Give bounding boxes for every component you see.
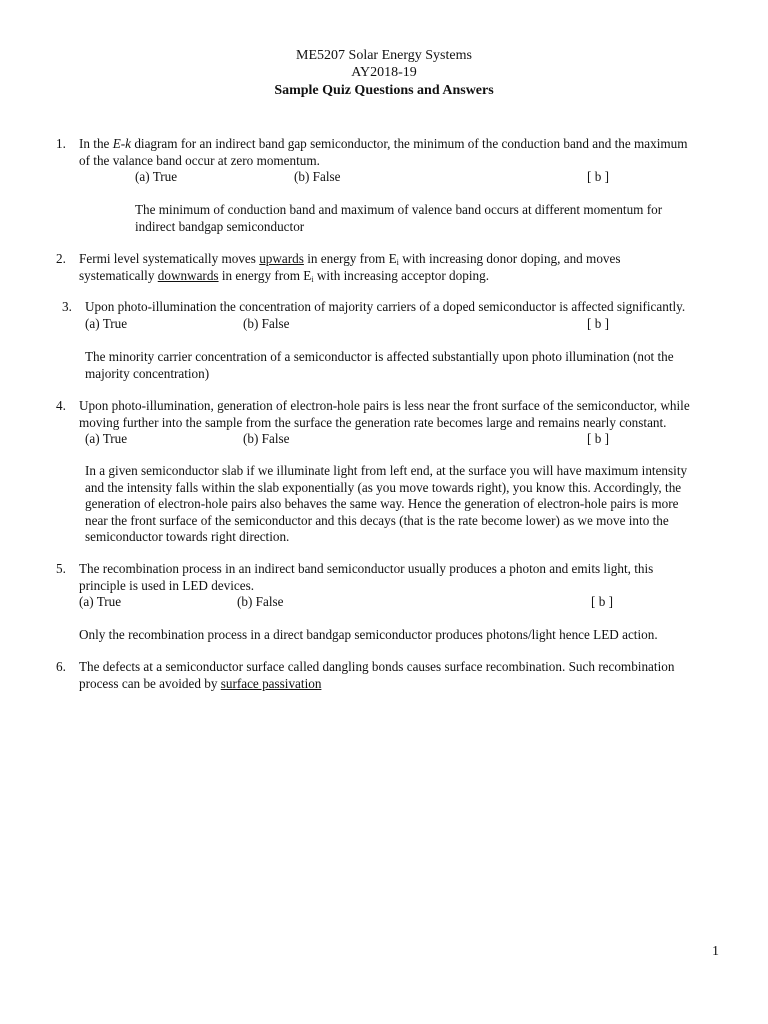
answer-options [79,431,736,448]
question-text-line: Upon photo-illumination, generation of electron-hole pairs is less near the front surface of the semiconductor, while [79,398,690,413]
answer-key: [ b ] [587,169,609,184]
question-text-line: Upon photo-illumination the concentration of majority carriers of a doped semiconductor is affected significantly. [85,299,686,314]
explanation-3: The minority carrier concentration of a semiconductor is affected substantially upon photo illumination (not the majority concentration) [85,349,674,381]
document-title: Sample Quiz Questions and Answers [274,83,494,98]
question-text-line: of the valance band occur at zero momentum. [79,152,320,168]
question-5 [56,561,736,611]
underlined-answer: surface passivation [220,675,322,691]
question-number: 1. [56,136,66,151]
answer-options [79,594,736,611]
explanation-5: Only the recombination process in a direct bandgap semiconductor produces photons/light hence LED action. [79,627,658,642]
question-text-line: The defects at a semiconductor surface called dangling bonds causes surface recombination. Such recombination [79,659,675,674]
question-4 [56,398,736,448]
course-title: ME5207 Solar Energy Systems [296,48,472,63]
question-2 [56,251,736,284]
answer-key: [ b ] [587,431,609,446]
question-text-line: principle is used in LED devices. [79,577,255,593]
explanation-4: In a given semiconductor slab if we illuminate light from left end, at the surface you will have maximum intensity and the intensity falls within the slab exponentially (as you move towards right), you know this. Accordingly, the generation of electron-hole pairs also behaves the same way. Hence the generation of electron-hole pairs is more near the front surface of the semiconductor and this decays (that is the rate become lower) as we move into the semiconductor towards right direction. [85,463,688,544]
explanation-1: The minimum of conduction band and maximum of valence band occurs at different momentum for indirect bandgap semiconductor [135,202,663,234]
question-text-line: The recombination process in an indirect band semiconductor usually produces a photon and emits light, this [79,561,654,576]
option-b: (b) False [237,594,284,609]
question-3 [62,299,742,332]
option-b: (b) False [243,315,290,331]
option-a: (a) True [85,315,128,331]
page-number: 1 [712,944,719,959]
question-text-line: process can be avoided by surface passivation [79,675,322,691]
option-a: (a) True [135,169,178,184]
question-text-line: Fermi level systematically moves upwards in energy from $E_i$ with increasing donor doping, and moves [79,251,621,267]
answer-key: [ b ] [587,315,609,331]
question-number: 4. [56,398,66,413]
question-number: 6. [56,659,66,674]
question-number: 5. [56,561,66,576]
question-6 [56,659,736,692]
question-1 [56,136,736,186]
answer-options [79,169,736,186]
question-text-line: systematically downwards in energy from $E_i$ with increasing acceptor doping. [79,267,489,284]
option-a: (a) True [85,431,128,446]
question-text-line: moving further into the sample from the surface the generation rate becomes large and remains nearly constant. [79,414,667,430]
option-b: (b) False [294,169,341,184]
option-b: (b) False [243,431,290,446]
answer-options [85,316,742,333]
question-text-line: In the E-k diagram for an indirect band gap semiconductor, the minimum of the conduction band and the maximum [79,136,688,151]
question-number: 3. [62,299,72,314]
academic-year: AY2018-19 [351,65,417,80]
option-a: (a) True [79,594,122,609]
question-number: 2. [56,251,66,266]
answer-key: [ b ] [591,594,613,609]
